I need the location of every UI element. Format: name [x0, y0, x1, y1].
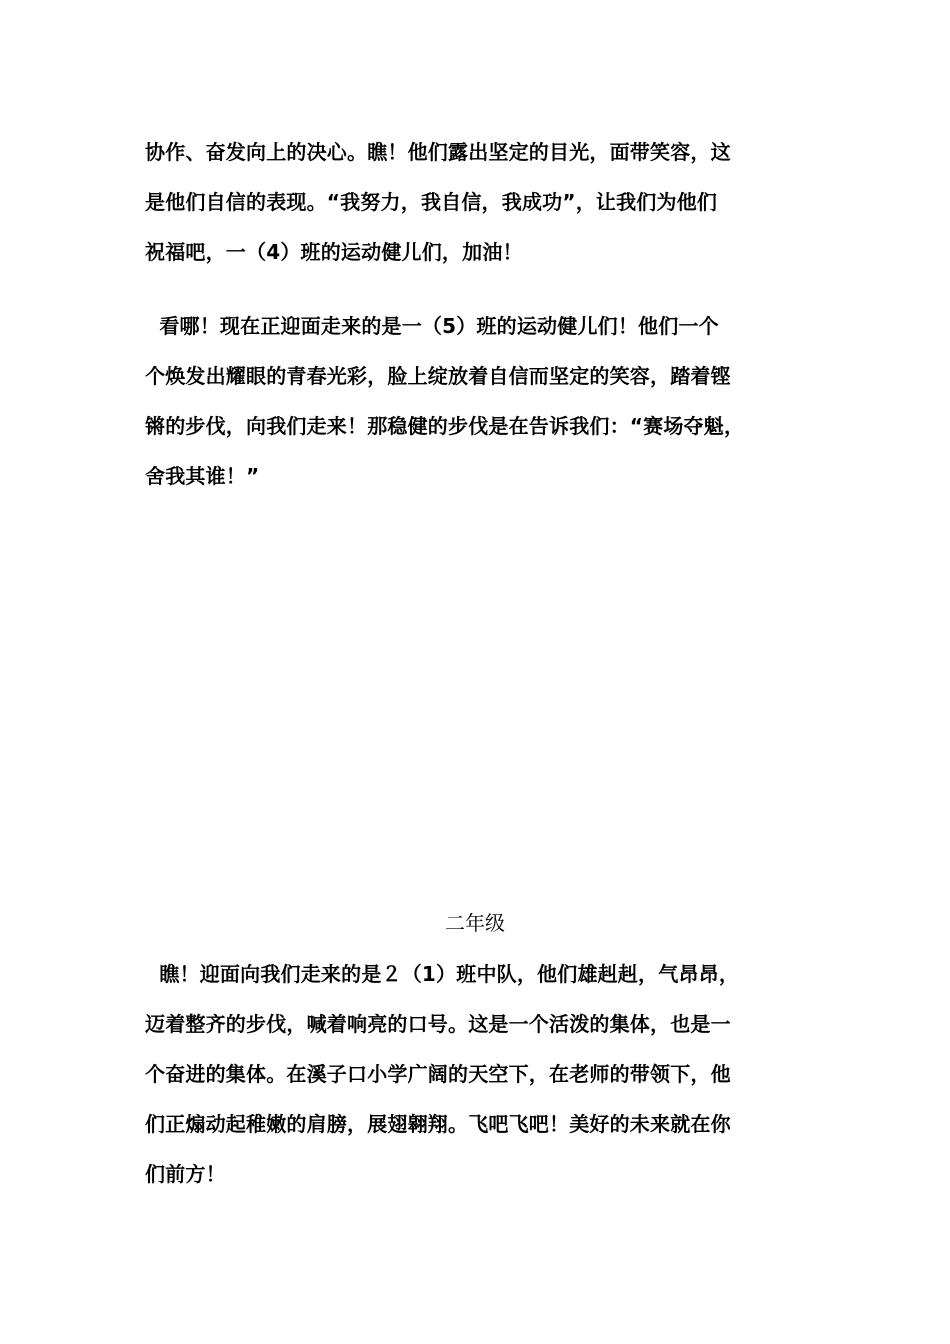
paragraph-line: 舍我其谁！”: [145, 464, 260, 488]
paragraph-line: 迈着整齐的步伐，喊着响亮的口号。这是一个活泼的集体，也是一: [145, 1012, 731, 1036]
paragraph-class-1-4: [145, 127, 810, 277]
paragraph-line: 协作、奋发向上的决心。瞧！他们露出坚定的目光，面带笑容，这: [145, 140, 731, 164]
paragraph-line: 祝福吧，一（4）班的运动健儿们，加油！: [145, 240, 523, 264]
paragraph-line: 是他们自信的表现。“我努力，我自信，我成功”，让我们为他们: [145, 190, 718, 214]
paragraph-line: 们前方！: [145, 1162, 226, 1186]
paragraph-class-2-1: [145, 949, 810, 1199]
paragraph-line: 个焕发出耀眼的青春光彩，脸上绽放着自信而坚定的笑容，踏着铿: [145, 364, 731, 388]
paragraph-line: 看哪！现在正迎面走来的是一（5）班的运动健儿们！他们一个: [145, 314, 719, 338]
paragraph-class-1-5: [145, 301, 810, 501]
paragraph-line: 瞧！迎面向我们走来的是２（1）班中队，他们雄赳赳，气昂昂，: [145, 962, 740, 986]
paragraph-line: 个奋进的集体。在溪子口小学广阔的天空下，在老师的带领下，他: [145, 1062, 731, 1086]
paragraph-line: 锵的步伐，向我们走来！那稳健的步伐是在告诉我们：“赛场夺魁，: [145, 414, 745, 438]
section-heading: 二年级: [445, 911, 505, 935]
paragraph-line: 们正煽动起稚嫩的肩膀，展翅翱翔。飞吧飞吧！美好的未来就在你: [145, 1112, 731, 1136]
